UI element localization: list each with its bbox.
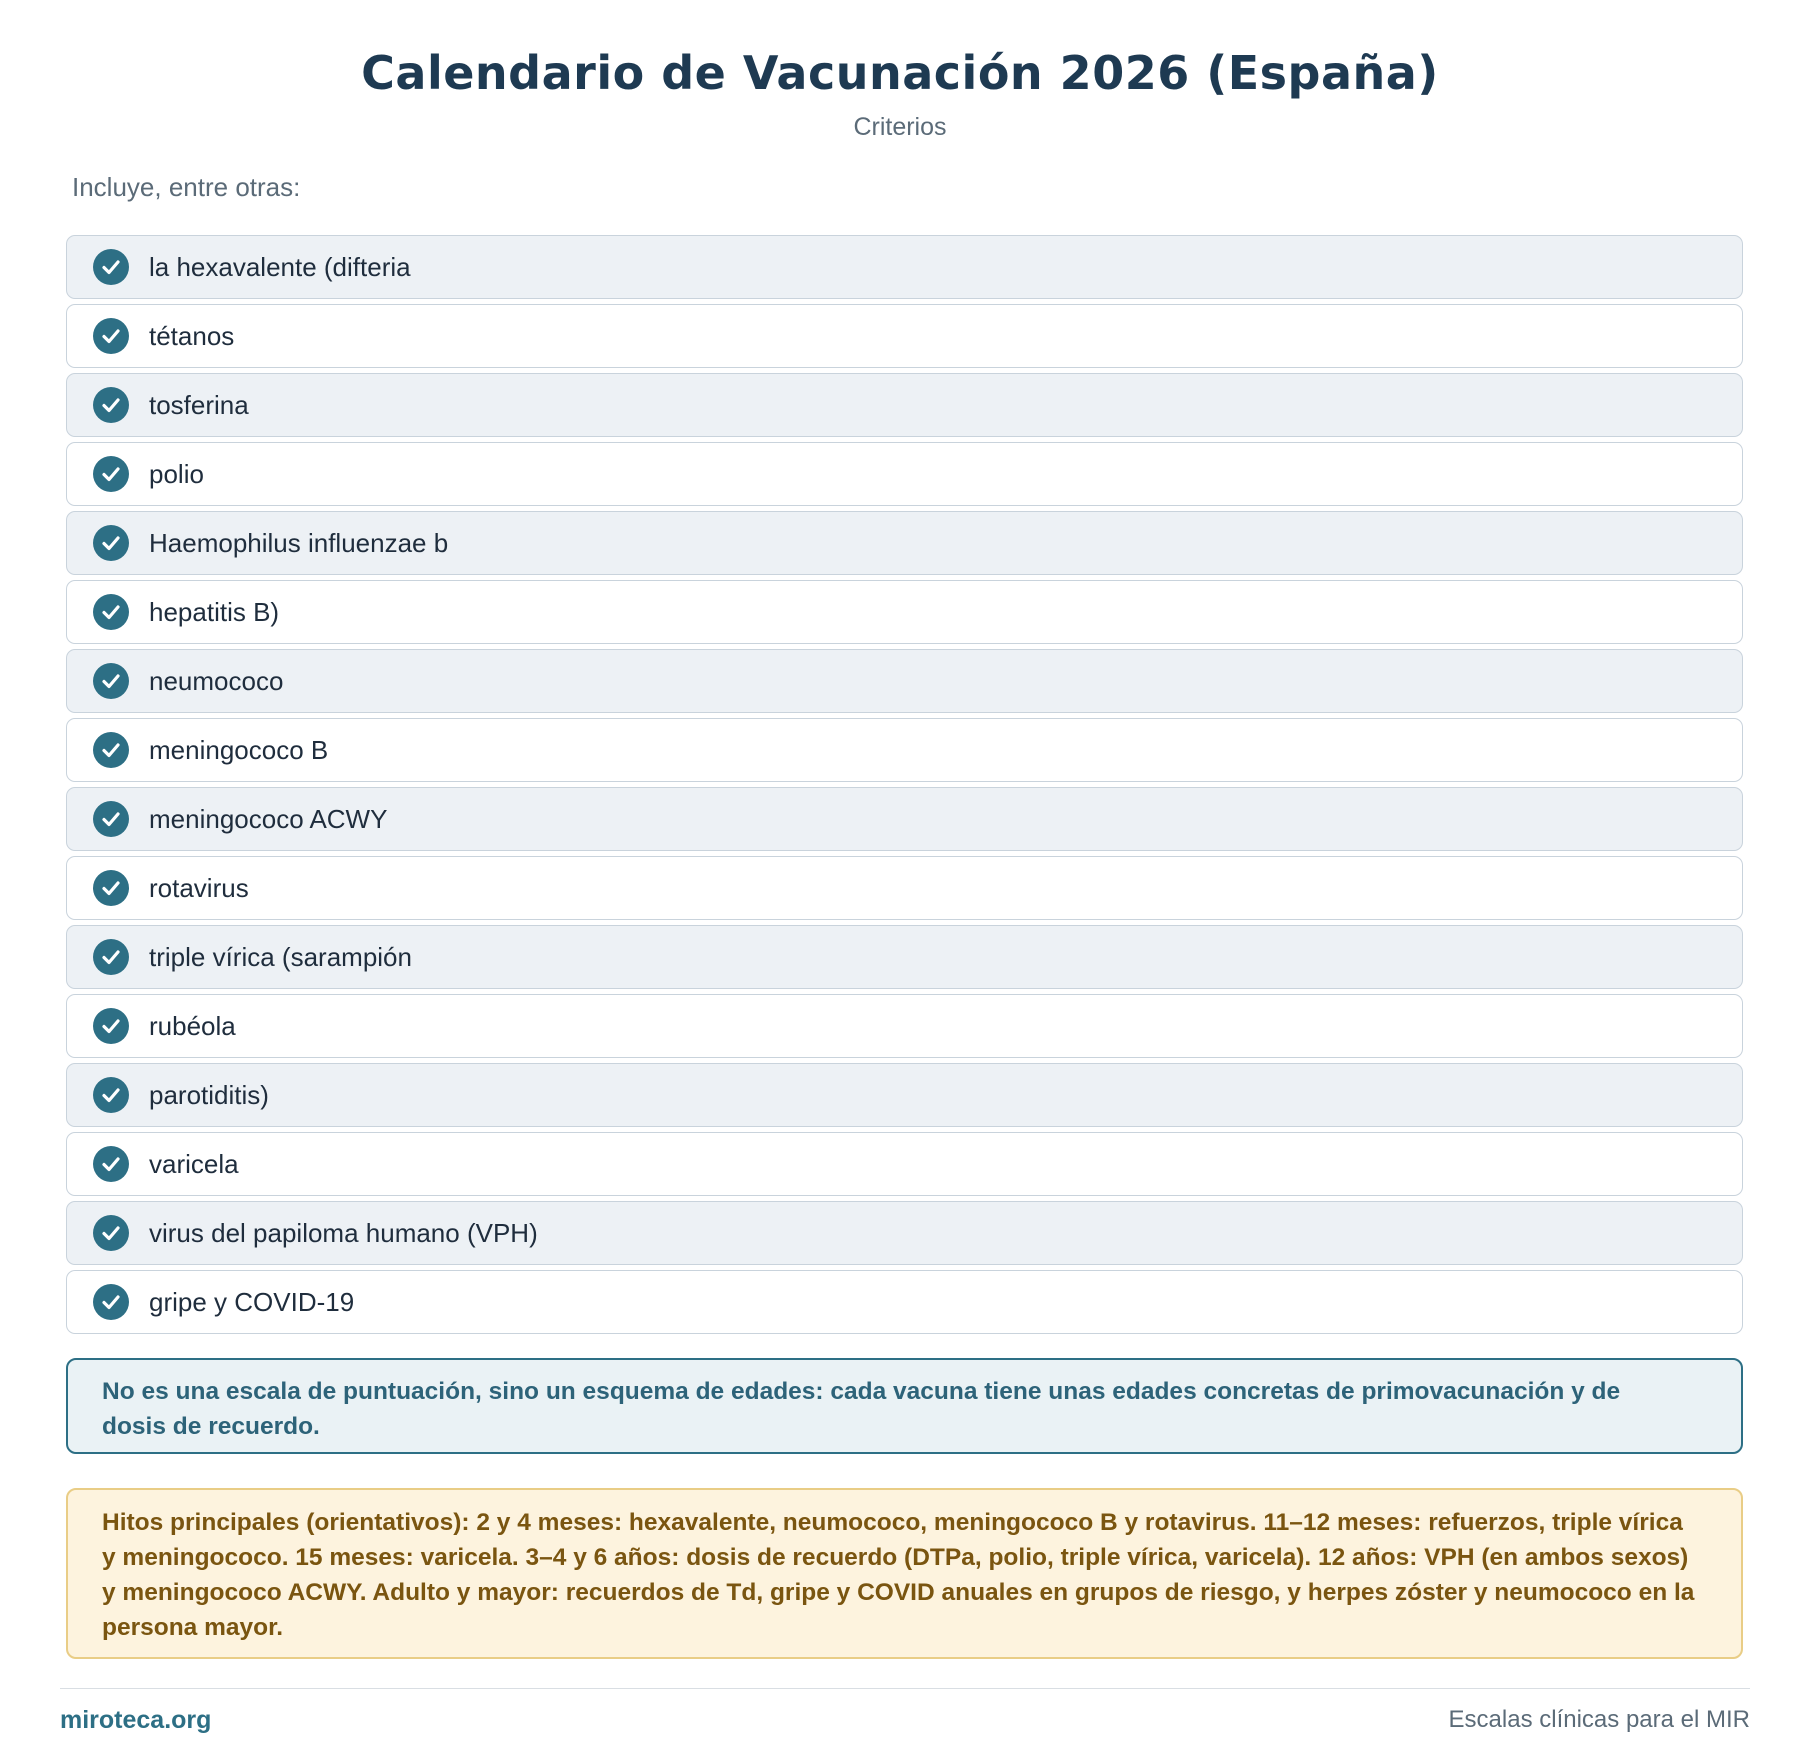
- check-circle-icon: [93, 939, 129, 975]
- list-item: [66, 304, 1743, 368]
- list-item: [66, 925, 1743, 989]
- check-circle-icon: [93, 594, 129, 630]
- list-item: [66, 994, 1743, 1058]
- list-item-label: virus del papiloma humano (VPH): [149, 1217, 538, 1248]
- check-circle-icon: [93, 249, 129, 285]
- list-item-label: rubéola: [149, 1010, 236, 1041]
- list-item-label: parotiditis): [149, 1079, 269, 1110]
- check-circle-icon: [93, 1215, 129, 1251]
- info-note: No es una escala de puntuación, sino un esquema de edades: cada vacuna tiene unas edades concretas de primovacunación y de dosis de recuerdo.: [66, 1358, 1743, 1454]
- list-item: [66, 373, 1743, 437]
- check-circle-icon: [93, 732, 129, 768]
- list-item: [66, 1132, 1743, 1196]
- list-item: [66, 856, 1743, 920]
- list-item: [66, 1201, 1743, 1265]
- list-item-label: Haemophilus influenzae b: [149, 527, 449, 558]
- list-item: [66, 580, 1743, 644]
- list-item: [66, 1270, 1743, 1334]
- footer-divider: [60, 1688, 1750, 1689]
- list-item-label: meningococo ACWY: [149, 803, 388, 834]
- intro-text: Incluye, entre otras:: [72, 172, 301, 202]
- list-item: [66, 442, 1743, 506]
- page-title: Calendario de Vacunación 2026 (España): [361, 46, 1439, 100]
- list-item-label: la hexavalente (difteria: [149, 251, 411, 282]
- list-item-label: polio: [149, 458, 204, 489]
- list-item: [66, 787, 1743, 851]
- highlight-note: Hitos principales (orientativos): 2 y 4 meses: hexavalente, neumococo, meningococo B y rotavirus. 11–12 meses: refuerzos, triple vírica y meningococo. 15 meses: varicela. 3–4 y 6 años: dosis de recuerdo (DTPa, polio, triple vírica, varicela). 12 años: VPH (en ambos sexos) y meningococo ACWY. Adulto y mayor: recuerdos de Td, gripe y COVID anuales en grupos de riesgo, y herpes zóster y neumococo en la persona mayor.: [66, 1488, 1743, 1659]
- list-item-label: tétanos: [149, 320, 235, 351]
- check-circle-icon: [93, 387, 129, 423]
- list-item: [66, 1063, 1743, 1127]
- check-circle-icon: [93, 525, 129, 561]
- check-circle-icon: [93, 801, 129, 837]
- list-item-label: tosferina: [149, 389, 249, 420]
- check-circle-icon: [93, 456, 129, 492]
- page-subtitle: Criterios: [853, 113, 947, 141]
- list-item-label: varicela: [149, 1148, 239, 1179]
- list-item: [66, 718, 1743, 782]
- check-circle-icon: [93, 1008, 129, 1044]
- check-circle-icon: [93, 1146, 129, 1182]
- list-item-label: rotavirus: [149, 872, 249, 903]
- list-item: [66, 511, 1743, 575]
- list-item: [66, 649, 1743, 713]
- check-circle-icon: [93, 870, 129, 906]
- list-item-label: meningococo B: [149, 734, 329, 765]
- footer-tagline: Escalas clínicas para el MIR: [1448, 1706, 1750, 1733]
- header: [0, 0, 1800, 142]
- check-circle-icon: [93, 1284, 129, 1320]
- list-item-label: neumococo: [149, 665, 284, 696]
- check-circle-icon: [93, 318, 129, 354]
- list-item-label: gripe y COVID-19: [149, 1286, 355, 1317]
- check-circle-icon: [93, 1077, 129, 1113]
- list-item: [66, 235, 1743, 299]
- vaccine-list: [66, 235, 1743, 1339]
- footer-site-link[interactable]: miroteca.org: [60, 1706, 212, 1734]
- check-circle-icon: [93, 663, 129, 699]
- list-item-label: hepatitis B): [149, 596, 280, 627]
- list-item-label: triple vírica (sarampión: [149, 941, 412, 972]
